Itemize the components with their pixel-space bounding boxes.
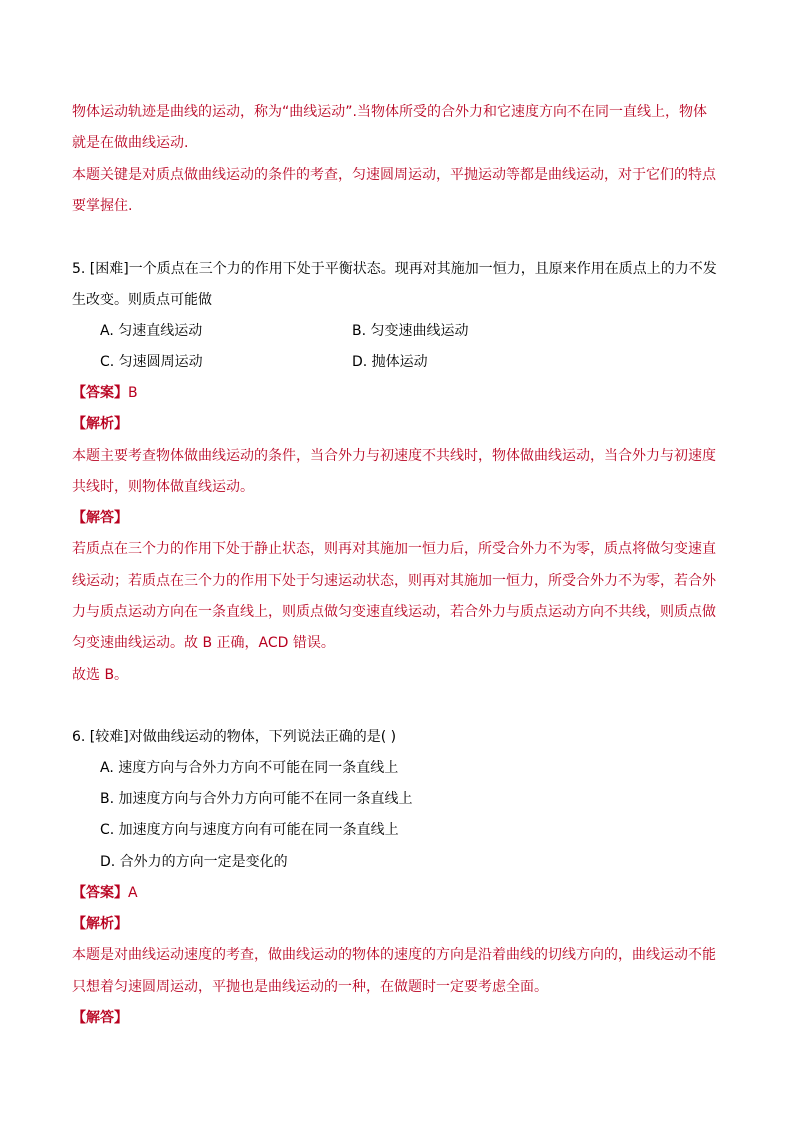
q6-option-b: B. 加速度方向与合外力方向可能不在同一条直线上: [100, 791, 413, 807]
intro-line-3: 本题关键是对质点做曲线运动的条件的考查，匀速圆周运动，平抛运动等都是曲线运动，对于它们的特点: [72, 167, 716, 183]
q6-option-c: C. 加速度方向与速度方向有可能在同一条直线上: [100, 822, 399, 838]
q6-answer-value: A: [128, 885, 138, 901]
q5-answer-value: B: [128, 385, 138, 401]
q6-stem: 6. [较难]对做曲线运动的物体，下列说法正确的是( ): [72, 729, 397, 745]
q5-answer: [72, 383, 138, 403]
q5-option-d: D. 抛体运动: [352, 354, 428, 370]
q5-solution-line-3: 力与质点运动方向在一条直线上，则质点做匀变速直线运动，若合外力与质点运动方向不共线，则质点做: [72, 604, 716, 620]
q6-analysis-line-2: 只想着匀速圆周运动，平抛也是曲线运动的一种，在做题时一定要考虑全面。: [72, 979, 548, 995]
q5-stem-line-1: 5. [困难]一个质点在三个力的作用下处于平衡状态。现再对其施加一恒力，且原来作用在质点上的力不发: [72, 261, 717, 277]
q5-solution-line-2: 线运动；若质点在三个力的作用下处于匀速运动状态，则再对其施加一恒力，所受合外力不为零，若合外: [72, 573, 716, 589]
q6-option-a: A. 速度方向与合外力方向不可能在同一条直线上: [100, 760, 399, 776]
q5-stem-line-2: 生改变。则质点可能做: [72, 292, 212, 308]
q6-analysis-line-1: 本题是对曲线运动速度的考查，做曲线运动的物体的速度的方向是沿着曲线的切线方向的，曲线运动不能: [72, 947, 716, 963]
q5-answer-label: 【答案】: [72, 385, 128, 401]
intro-line-2: 就是在做曲线运动.: [72, 135, 189, 151]
q6-solution-label: 【解答】: [72, 1010, 128, 1026]
q6-answer-label: 【答案】: [72, 885, 128, 901]
q5-option-b: B. 匀变速曲线运动: [352, 323, 469, 339]
q5-option-c: C. 匀速圆周运动: [100, 354, 203, 370]
q5-analysis-label: 【解析】: [72, 416, 128, 432]
q5-analysis-line-2: 共线时，则物体做直线运动。: [72, 479, 254, 495]
q5-analysis-line-1: 本题主要考查物体做曲线运动的条件，当合外力与初速度不共线时，物体做曲线运动，当合外力与初速度: [72, 448, 716, 464]
q6-analysis-label: 【解析】: [72, 916, 128, 932]
q5-solution-line-4: 匀变速曲线运动。故 B 正确，ACD 错误。: [72, 635, 335, 651]
intro-line-4: 要掌握住.: [72, 198, 133, 214]
q5-solution-line-5: 故选 B。: [72, 667, 129, 683]
q6-option-d: D. 合外力的方向一定是变化的: [100, 854, 288, 870]
q5-solution-line-1: 若质点在三个力的作用下处于静止状态，则再对其施加一恒力后，所受合外力不为零，质点将做匀变速直: [72, 541, 716, 557]
q5-solution-label: 【解答】: [72, 510, 128, 526]
q5-option-a: A. 匀速直线运动: [100, 323, 203, 339]
q6-answer: [72, 883, 138, 903]
intro-line-1: 物体运动轨迹是曲线的运动，称为“曲线运动”.当物体所受的合外力和它速度方向不在同一直线上，物体: [72, 104, 707, 120]
